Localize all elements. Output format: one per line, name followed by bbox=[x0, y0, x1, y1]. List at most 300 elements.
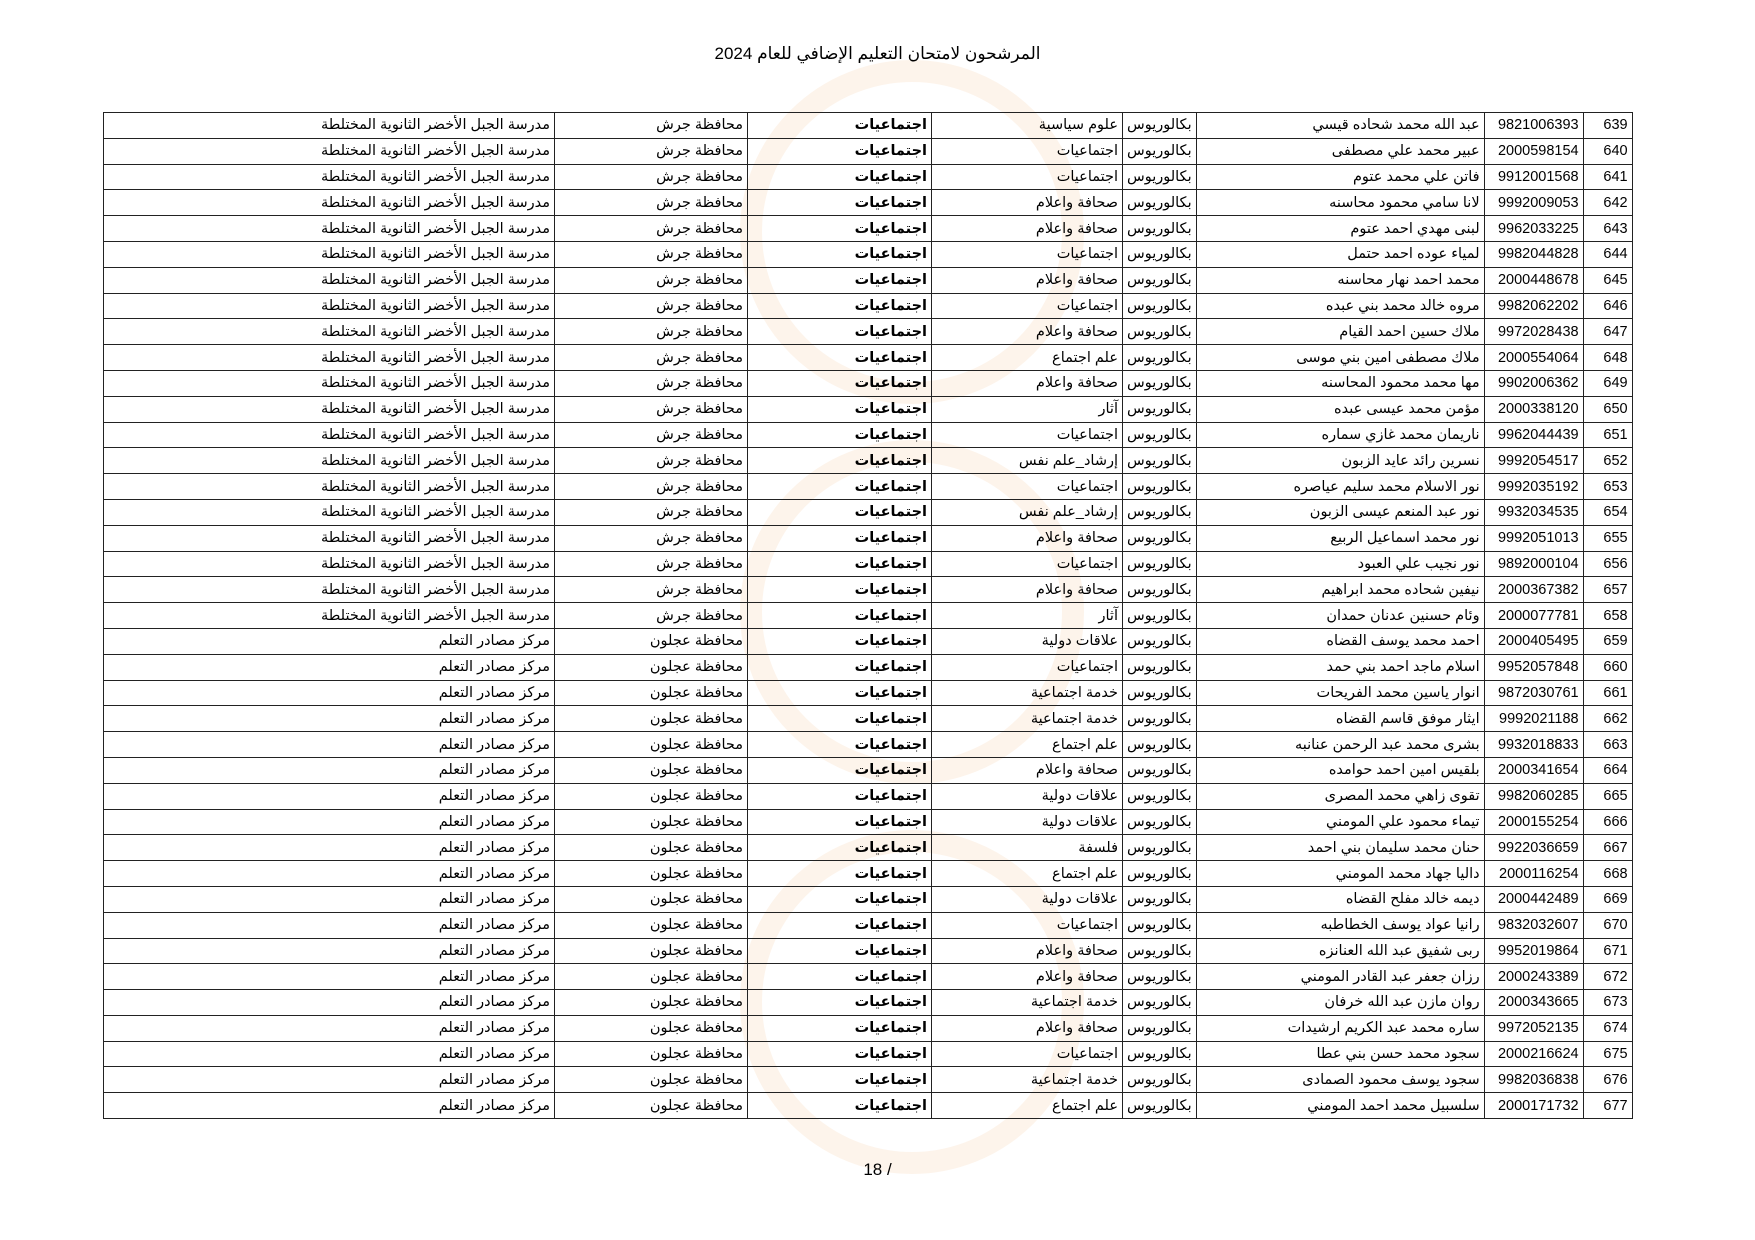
governorate-cell: محافظة جرش bbox=[555, 551, 748, 577]
table-row bbox=[104, 628, 1633, 654]
candidate-name-cell: لمياء عوده احمد حتمل bbox=[1196, 241, 1484, 267]
row-number-cell: 642 bbox=[1583, 190, 1632, 216]
row-number-cell: 671 bbox=[1583, 938, 1632, 964]
candidate-name-cell: رانيا عواد يوسف الخطاطبه bbox=[1196, 912, 1484, 938]
degree-cell: بكالوريوس bbox=[1123, 113, 1197, 139]
specialization-cell: صحافة واعلام bbox=[932, 319, 1123, 345]
governorate-cell: محافظة جرش bbox=[555, 345, 748, 371]
stream-cell: اجتماعيات bbox=[748, 474, 932, 500]
row-number-cell: 675 bbox=[1583, 1041, 1632, 1067]
row-number-cell: 644 bbox=[1583, 241, 1632, 267]
exam-center-cell: مركز مصادر التعلم bbox=[104, 732, 555, 758]
specialization-cell: خدمة اجتماعية bbox=[932, 706, 1123, 732]
table-row bbox=[104, 886, 1633, 912]
candidate-name-cell: سلسبيل محمد احمد المومني bbox=[1196, 1093, 1484, 1119]
stream-cell: اجتماعيات bbox=[748, 861, 932, 887]
specialization-cell: علاقات دولية bbox=[932, 783, 1123, 809]
exam-center-cell: مركز مصادر التعلم bbox=[104, 654, 555, 680]
candidates-table bbox=[103, 112, 1633, 1119]
governorate-cell: محافظة جرش bbox=[555, 319, 748, 345]
exam-center-cell: مدرسة الجبل الأخضر الثانوية المختلطة bbox=[104, 241, 555, 267]
candidate-name-cell: ملاك حسين احمد القيام bbox=[1196, 319, 1484, 345]
specialization-cell: خدمة اجتماعية bbox=[932, 680, 1123, 706]
specialization-cell: خدمة اجتماعية bbox=[932, 1067, 1123, 1093]
specialization-cell: علم اجتماع bbox=[932, 732, 1123, 758]
row-number-cell: 645 bbox=[1583, 267, 1632, 293]
table-row bbox=[104, 319, 1633, 345]
row-number-cell: 669 bbox=[1583, 886, 1632, 912]
governorate-cell: محافظة جرش bbox=[555, 474, 748, 500]
degree-cell: بكالوريوس bbox=[1123, 603, 1197, 629]
row-number-cell: 640 bbox=[1583, 138, 1632, 164]
specialization-cell: اجتماعيات bbox=[932, 164, 1123, 190]
national-id-cell: 2000598154 bbox=[1484, 138, 1583, 164]
national-id-cell: 2000243389 bbox=[1484, 964, 1583, 990]
exam-center-cell: مدرسة الجبل الأخضر الثانوية المختلطة bbox=[104, 448, 555, 474]
candidate-name-cell: محمد احمد نهار محاسنه bbox=[1196, 267, 1484, 293]
governorate-cell: محافظة عجلون bbox=[555, 1067, 748, 1093]
stream-cell: اجتماعيات bbox=[748, 216, 932, 242]
row-number-cell: 657 bbox=[1583, 577, 1632, 603]
candidate-name-cell: نسرين رائد عايد الزبون bbox=[1196, 448, 1484, 474]
degree-cell: بكالوريوس bbox=[1123, 448, 1197, 474]
stream-cell: اجتماعيات bbox=[748, 370, 932, 396]
national-id-cell: 9932018833 bbox=[1484, 732, 1583, 758]
exam-center-cell: مركز مصادر التعلم bbox=[104, 1041, 555, 1067]
national-id-cell: 9992021188 bbox=[1484, 706, 1583, 732]
table-row bbox=[104, 241, 1633, 267]
exam-center-cell: مركز مصادر التعلم bbox=[104, 861, 555, 887]
candidate-name-cell: مروه خالد محمد بني عبده bbox=[1196, 293, 1484, 319]
table-row bbox=[104, 113, 1633, 139]
candidate-name-cell: مؤمن محمد عيسى عبده bbox=[1196, 396, 1484, 422]
row-number-cell: 655 bbox=[1583, 525, 1632, 551]
specialization-cell: صحافة واعلام bbox=[932, 267, 1123, 293]
candidate-name-cell: مها محمد محمود المحاسنه bbox=[1196, 370, 1484, 396]
degree-cell: بكالوريوس bbox=[1123, 835, 1197, 861]
exam-center-cell: مدرسة الجبل الأخضر الثانوية المختلطة bbox=[104, 190, 555, 216]
row-number-cell: 650 bbox=[1583, 396, 1632, 422]
table-row bbox=[104, 912, 1633, 938]
table-row bbox=[104, 396, 1633, 422]
exam-center-cell: مركز مصادر التعلم bbox=[104, 964, 555, 990]
specialization-cell: صحافة واعلام bbox=[932, 525, 1123, 551]
row-number-cell: 646 bbox=[1583, 293, 1632, 319]
governorate-cell: محافظة عجلون bbox=[555, 1093, 748, 1119]
stream-cell: اجتماعيات bbox=[748, 964, 932, 990]
table-row bbox=[104, 551, 1633, 577]
degree-cell: بكالوريوس bbox=[1123, 732, 1197, 758]
degree-cell: بكالوريوس bbox=[1123, 809, 1197, 835]
row-number-cell: 665 bbox=[1583, 783, 1632, 809]
national-id-cell: 9992051013 bbox=[1484, 525, 1583, 551]
governorate-cell: محافظة عجلون bbox=[555, 654, 748, 680]
exam-center-cell: مدرسة الجبل الأخضر الثانوية المختلطة bbox=[104, 396, 555, 422]
national-id-cell: 9992054517 bbox=[1484, 448, 1583, 474]
degree-cell: بكالوريوس bbox=[1123, 783, 1197, 809]
exam-center-cell: مدرسة الجبل الأخضر الثانوية المختلطة bbox=[104, 603, 555, 629]
stream-cell: اجتماعيات bbox=[748, 241, 932, 267]
row-number-cell: 643 bbox=[1583, 216, 1632, 242]
national-id-cell: 9912001568 bbox=[1484, 164, 1583, 190]
row-number-cell: 648 bbox=[1583, 345, 1632, 371]
specialization-cell: علوم سياسية bbox=[932, 113, 1123, 139]
stream-cell: اجتماعيات bbox=[748, 499, 932, 525]
governorate-cell: محافظة عجلون bbox=[555, 990, 748, 1016]
candidate-name-cell: نور محمد اسماعيل الربيع bbox=[1196, 525, 1484, 551]
stream-cell: اجتماعيات bbox=[748, 138, 932, 164]
candidate-name-cell: ايثار موفق قاسم القضاه bbox=[1196, 706, 1484, 732]
stream-cell: اجتماعيات bbox=[748, 345, 932, 371]
specialization-cell: علم اجتماع bbox=[932, 345, 1123, 371]
governorate-cell: محافظة جرش bbox=[555, 216, 748, 242]
row-number-cell: 659 bbox=[1583, 628, 1632, 654]
exam-center-cell: مدرسة الجبل الأخضر الثانوية المختلطة bbox=[104, 138, 555, 164]
candidate-name-cell: نور عبد المنعم عيسى الزبون bbox=[1196, 499, 1484, 525]
row-number-cell: 670 bbox=[1583, 912, 1632, 938]
degree-cell: بكالوريوس bbox=[1123, 345, 1197, 371]
exam-center-cell: مركز مصادر التعلم bbox=[104, 835, 555, 861]
governorate-cell: محافظة عجلون bbox=[555, 861, 748, 887]
specialization-cell: صحافة واعلام bbox=[932, 577, 1123, 603]
row-number-cell: 662 bbox=[1583, 706, 1632, 732]
national-id-cell: 2000155254 bbox=[1484, 809, 1583, 835]
governorate-cell: محافظة جرش bbox=[555, 267, 748, 293]
row-number-cell: 661 bbox=[1583, 680, 1632, 706]
table-row bbox=[104, 938, 1633, 964]
table-row bbox=[104, 732, 1633, 758]
degree-cell: بكالوريوس bbox=[1123, 886, 1197, 912]
governorate-cell: محافظة جرش bbox=[555, 164, 748, 190]
row-number-cell: 663 bbox=[1583, 732, 1632, 758]
degree-cell: بكالوريوس bbox=[1123, 138, 1197, 164]
stream-cell: اجتماعيات bbox=[748, 680, 932, 706]
governorate-cell: محافظة جرش bbox=[555, 396, 748, 422]
stream-cell: اجتماعيات bbox=[748, 525, 932, 551]
degree-cell: بكالوريوس bbox=[1123, 241, 1197, 267]
table-row bbox=[104, 267, 1633, 293]
national-id-cell: 9972052135 bbox=[1484, 1015, 1583, 1041]
degree-cell: بكالوريوس bbox=[1123, 551, 1197, 577]
row-number-cell: 672 bbox=[1583, 964, 1632, 990]
stream-cell: اجتماعيات bbox=[748, 319, 932, 345]
row-number-cell: 664 bbox=[1583, 757, 1632, 783]
row-number-cell: 641 bbox=[1583, 164, 1632, 190]
specialization-cell: اجتماعيات bbox=[932, 138, 1123, 164]
row-number-cell: 649 bbox=[1583, 370, 1632, 396]
governorate-cell: محافظة عجلون bbox=[555, 1015, 748, 1041]
degree-cell: بكالوريوس bbox=[1123, 628, 1197, 654]
table-row bbox=[104, 345, 1633, 371]
specialization-cell: إرشاد_علم نفس bbox=[932, 448, 1123, 474]
row-number-cell: 674 bbox=[1583, 1015, 1632, 1041]
table-row bbox=[104, 964, 1633, 990]
candidate-name-cell: ديمه خالد مفلح القضاه bbox=[1196, 886, 1484, 912]
degree-cell: بكالوريوس bbox=[1123, 706, 1197, 732]
candidate-name-cell: روان مازن عبد الله خرفان bbox=[1196, 990, 1484, 1016]
candidate-name-cell: داليا جهاد محمد المومني bbox=[1196, 861, 1484, 887]
specialization-cell: آثار bbox=[932, 603, 1123, 629]
governorate-cell: محافظة جرش bbox=[555, 370, 748, 396]
stream-cell: اجتماعيات bbox=[748, 654, 932, 680]
candidate-name-cell: عبد الله محمد شحاده قيسي bbox=[1196, 113, 1484, 139]
governorate-cell: محافظة عجلون bbox=[555, 680, 748, 706]
specialization-cell: اجتماعيات bbox=[932, 654, 1123, 680]
exam-center-cell: مدرسة الجبل الأخضر الثانوية المختلطة bbox=[104, 422, 555, 448]
candidate-name-cell: بلقيس امين احمد حوامده bbox=[1196, 757, 1484, 783]
governorate-cell: محافظة جرش bbox=[555, 603, 748, 629]
specialization-cell: علم اجتماع bbox=[932, 861, 1123, 887]
stream-cell: اجتماعيات bbox=[748, 1015, 932, 1041]
row-number-cell: 656 bbox=[1583, 551, 1632, 577]
governorate-cell: محافظة جرش bbox=[555, 293, 748, 319]
row-number-cell: 654 bbox=[1583, 499, 1632, 525]
national-id-cell: 9972028438 bbox=[1484, 319, 1583, 345]
row-number-cell: 653 bbox=[1583, 474, 1632, 500]
exam-center-cell: مدرسة الجبل الأخضر الثانوية المختلطة bbox=[104, 267, 555, 293]
degree-cell: بكالوريوس bbox=[1123, 757, 1197, 783]
candidate-name-cell: نور نجيب علي العبود bbox=[1196, 551, 1484, 577]
national-id-cell: 9992009053 bbox=[1484, 190, 1583, 216]
stream-cell: اجتماعيات bbox=[748, 757, 932, 783]
candidate-name-cell: ربى شفيق عبد الله العنانزه bbox=[1196, 938, 1484, 964]
governorate-cell: محافظة عجلون bbox=[555, 912, 748, 938]
candidate-name-cell: ملاك مصطفى امين بني موسى bbox=[1196, 345, 1484, 371]
exam-center-cell: مدرسة الجبل الأخضر الثانوية المختلطة bbox=[104, 113, 555, 139]
governorate-cell: محافظة جرش bbox=[555, 577, 748, 603]
candidate-name-cell: وئام حسنين عدنان حمدان bbox=[1196, 603, 1484, 629]
specialization-cell: صحافة واعلام bbox=[932, 370, 1123, 396]
exam-center-cell: مدرسة الجبل الأخضر الثانوية المختلطة bbox=[104, 499, 555, 525]
exam-center-cell: مركز مصادر التعلم bbox=[104, 680, 555, 706]
candidate-name-cell: ناريمان محمد غازي سماره bbox=[1196, 422, 1484, 448]
row-number-cell: 660 bbox=[1583, 654, 1632, 680]
table-row bbox=[104, 1041, 1633, 1067]
governorate-cell: محافظة عجلون bbox=[555, 964, 748, 990]
table-row bbox=[104, 525, 1633, 551]
specialization-cell: صحافة واعلام bbox=[932, 938, 1123, 964]
exam-center-cell: مدرسة الجبل الأخضر الثانوية المختلطة bbox=[104, 551, 555, 577]
national-id-cell: 2000341654 bbox=[1484, 757, 1583, 783]
specialization-cell: صحافة واعلام bbox=[932, 216, 1123, 242]
table-row bbox=[104, 603, 1633, 629]
stream-cell: اجتماعيات bbox=[748, 835, 932, 861]
exam-center-cell: مركز مصادر التعلم bbox=[104, 1015, 555, 1041]
exam-center-cell: مركز مصادر التعلم bbox=[104, 628, 555, 654]
governorate-cell: محافظة عجلون bbox=[555, 1041, 748, 1067]
governorate-cell: محافظة عجلون bbox=[555, 938, 748, 964]
stream-cell: اجتماعيات bbox=[748, 293, 932, 319]
stream-cell: اجتماعيات bbox=[748, 1067, 932, 1093]
page-number: 18 / bbox=[863, 1160, 892, 1179]
table-row bbox=[104, 1067, 1633, 1093]
governorate-cell: محافظة جرش bbox=[555, 448, 748, 474]
candidate-name-cell: تيماء محمود علي المومني bbox=[1196, 809, 1484, 835]
stream-cell: اجتماعيات bbox=[748, 938, 932, 964]
specialization-cell: علاقات دولية bbox=[932, 628, 1123, 654]
table-row bbox=[104, 370, 1633, 396]
row-number-cell: 651 bbox=[1583, 422, 1632, 448]
national-id-cell: 9982036838 bbox=[1484, 1067, 1583, 1093]
national-id-cell: 2000338120 bbox=[1484, 396, 1583, 422]
stream-cell: اجتماعيات bbox=[748, 448, 932, 474]
row-number-cell: 676 bbox=[1583, 1067, 1632, 1093]
row-number-cell: 673 bbox=[1583, 990, 1632, 1016]
exam-center-cell: مدرسة الجبل الأخضر الثانوية المختلطة bbox=[104, 216, 555, 242]
degree-cell: بكالوريوس bbox=[1123, 422, 1197, 448]
row-number-cell: 652 bbox=[1583, 448, 1632, 474]
degree-cell: بكالوريوس bbox=[1123, 370, 1197, 396]
exam-center-cell: مركز مصادر التعلم bbox=[104, 938, 555, 964]
table-row bbox=[104, 499, 1633, 525]
national-id-cell: 9892000104 bbox=[1484, 551, 1583, 577]
degree-cell: بكالوريوس bbox=[1123, 293, 1197, 319]
exam-center-cell: مركز مصادر التعلم bbox=[104, 783, 555, 809]
candidate-name-cell: فاتن علي محمد عتوم bbox=[1196, 164, 1484, 190]
governorate-cell: محافظة عجلون bbox=[555, 757, 748, 783]
national-id-cell: 9992035192 bbox=[1484, 474, 1583, 500]
specialization-cell: خدمة اجتماعية bbox=[932, 990, 1123, 1016]
table-row bbox=[104, 654, 1633, 680]
specialization-cell: صحافة واعلام bbox=[932, 964, 1123, 990]
national-id-cell: 9952019864 bbox=[1484, 938, 1583, 964]
degree-cell: بكالوريوس bbox=[1123, 654, 1197, 680]
row-number-cell: 667 bbox=[1583, 835, 1632, 861]
candidate-name-cell: سجود يوسف محمود الصمادى bbox=[1196, 1067, 1484, 1093]
stream-cell: اجتماعيات bbox=[748, 912, 932, 938]
stream-cell: اجتماعيات bbox=[748, 113, 932, 139]
row-number-cell: 639 bbox=[1583, 113, 1632, 139]
specialization-cell: اجتماعيات bbox=[932, 474, 1123, 500]
stream-cell: اجتماعيات bbox=[748, 783, 932, 809]
specialization-cell: آثار bbox=[932, 396, 1123, 422]
national-id-cell: 9962033225 bbox=[1484, 216, 1583, 242]
stream-cell: اجتماعيات bbox=[748, 603, 932, 629]
national-id-cell: 2000405495 bbox=[1484, 628, 1583, 654]
exam-center-cell: مدرسة الجبل الأخضر الثانوية المختلطة bbox=[104, 164, 555, 190]
stream-cell: اجتماعيات bbox=[748, 886, 932, 912]
specialization-cell: صحافة واعلام bbox=[932, 190, 1123, 216]
table-row bbox=[104, 990, 1633, 1016]
governorate-cell: محافظة عجلون bbox=[555, 835, 748, 861]
specialization-cell: اجتماعيات bbox=[932, 422, 1123, 448]
degree-cell: بكالوريوس bbox=[1123, 396, 1197, 422]
table-row bbox=[104, 190, 1633, 216]
table-row bbox=[104, 783, 1633, 809]
degree-cell: بكالوريوس bbox=[1123, 474, 1197, 500]
degree-cell: بكالوريوس bbox=[1123, 964, 1197, 990]
row-number-cell: 666 bbox=[1583, 809, 1632, 835]
governorate-cell: محافظة جرش bbox=[555, 499, 748, 525]
national-id-cell: 2000216624 bbox=[1484, 1041, 1583, 1067]
stream-cell: اجتماعيات bbox=[748, 1093, 932, 1119]
specialization-cell: اجتماعيات bbox=[932, 1041, 1123, 1067]
table-row bbox=[104, 422, 1633, 448]
stream-cell: اجتماعيات bbox=[748, 809, 932, 835]
table-row bbox=[104, 577, 1633, 603]
specialization-cell: علاقات دولية bbox=[932, 809, 1123, 835]
exam-center-cell: مدرسة الجبل الأخضر الثانوية المختلطة bbox=[104, 319, 555, 345]
candidate-name-cell: نيفين شحاده محمد ابراهيم bbox=[1196, 577, 1484, 603]
governorate-cell: محافظة عجلون bbox=[555, 628, 748, 654]
national-id-cell: 2000442489 bbox=[1484, 886, 1583, 912]
stream-cell: اجتماعيات bbox=[748, 190, 932, 216]
governorate-cell: محافظة عجلون bbox=[555, 809, 748, 835]
candidate-name-cell: احمد محمد يوسف القضاه bbox=[1196, 628, 1484, 654]
specialization-cell: اجتماعيات bbox=[932, 241, 1123, 267]
national-id-cell: 9982062202 bbox=[1484, 293, 1583, 319]
candidate-name-cell: لبنى مهدي احمد عتوم bbox=[1196, 216, 1484, 242]
specialization-cell: صحافة واعلام bbox=[932, 757, 1123, 783]
specialization-cell: اجتماعيات bbox=[932, 293, 1123, 319]
stream-cell: اجتماعيات bbox=[748, 732, 932, 758]
exam-center-cell: مدرسة الجبل الأخضر الثانوية المختلطة bbox=[104, 474, 555, 500]
national-id-cell: 2000077781 bbox=[1484, 603, 1583, 629]
national-id-cell: 9922036659 bbox=[1484, 835, 1583, 861]
exam-center-cell: مركز مصادر التعلم bbox=[104, 706, 555, 732]
table-row bbox=[104, 809, 1633, 835]
specialization-cell: اجتماعيات bbox=[932, 912, 1123, 938]
candidate-name-cell: تقوى زاهي محمد المصرى bbox=[1196, 783, 1484, 809]
candidate-name-cell: ساره محمد عبد الكريم ارشيدات bbox=[1196, 1015, 1484, 1041]
degree-cell: بكالوريوس bbox=[1123, 1041, 1197, 1067]
exam-center-cell: مدرسة الجبل الأخضر الثانوية المختلطة bbox=[104, 525, 555, 551]
degree-cell: بكالوريوس bbox=[1123, 861, 1197, 887]
degree-cell: بكالوريوس bbox=[1123, 319, 1197, 345]
exam-center-cell: مركز مصادر التعلم bbox=[104, 1093, 555, 1119]
candidate-name-cell: بشرى محمد عبد الرحمن عنانبه bbox=[1196, 732, 1484, 758]
stream-cell: اجتماعيات bbox=[748, 551, 932, 577]
degree-cell: بكالوريوس bbox=[1123, 912, 1197, 938]
governorate-cell: محافظة جرش bbox=[555, 525, 748, 551]
row-number-cell: 658 bbox=[1583, 603, 1632, 629]
table-row bbox=[104, 1093, 1633, 1119]
degree-cell: بكالوريوس bbox=[1123, 164, 1197, 190]
table-row bbox=[104, 216, 1633, 242]
national-id-cell: 9932034535 bbox=[1484, 499, 1583, 525]
specialization-cell: علم اجتماع bbox=[932, 1093, 1123, 1119]
table-row bbox=[104, 835, 1633, 861]
exam-center-cell: مركز مصادر التعلم bbox=[104, 757, 555, 783]
candidate-name-cell: لانا سامي محمود محاسنه bbox=[1196, 190, 1484, 216]
national-id-cell: 2000116254 bbox=[1484, 861, 1583, 887]
degree-cell: بكالوريوس bbox=[1123, 680, 1197, 706]
specialization-cell: فلسفة bbox=[932, 835, 1123, 861]
governorate-cell: محافظة جرش bbox=[555, 138, 748, 164]
national-id-cell: 2000448678 bbox=[1484, 267, 1583, 293]
exam-center-cell: مدرسة الجبل الأخضر الثانوية المختلطة bbox=[104, 293, 555, 319]
national-id-cell: 9982044828 bbox=[1484, 241, 1583, 267]
table-row bbox=[104, 680, 1633, 706]
table-row bbox=[104, 861, 1633, 887]
candidate-name-cell: سجود محمد حسن بني عطا bbox=[1196, 1041, 1484, 1067]
national-id-cell: 9902006362 bbox=[1484, 370, 1583, 396]
degree-cell: بكالوريوس bbox=[1123, 1093, 1197, 1119]
national-id-cell: 9982060285 bbox=[1484, 783, 1583, 809]
national-id-cell: 2000367382 bbox=[1484, 577, 1583, 603]
candidate-name-cell: اسلام ماجد احمد بني حمد bbox=[1196, 654, 1484, 680]
exam-center-cell: مركز مصادر التعلم bbox=[104, 1067, 555, 1093]
degree-cell: بكالوريوس bbox=[1123, 216, 1197, 242]
table-row bbox=[104, 448, 1633, 474]
candidate-name-cell: انوار ياسين محمد الفريحات bbox=[1196, 680, 1484, 706]
governorate-cell: محافظة عجلون bbox=[555, 783, 748, 809]
governorate-cell: محافظة جرش bbox=[555, 113, 748, 139]
table-row bbox=[104, 293, 1633, 319]
governorate-cell: محافظة جرش bbox=[555, 241, 748, 267]
governorate-cell: محافظة عجلون bbox=[555, 732, 748, 758]
table-row bbox=[104, 164, 1633, 190]
